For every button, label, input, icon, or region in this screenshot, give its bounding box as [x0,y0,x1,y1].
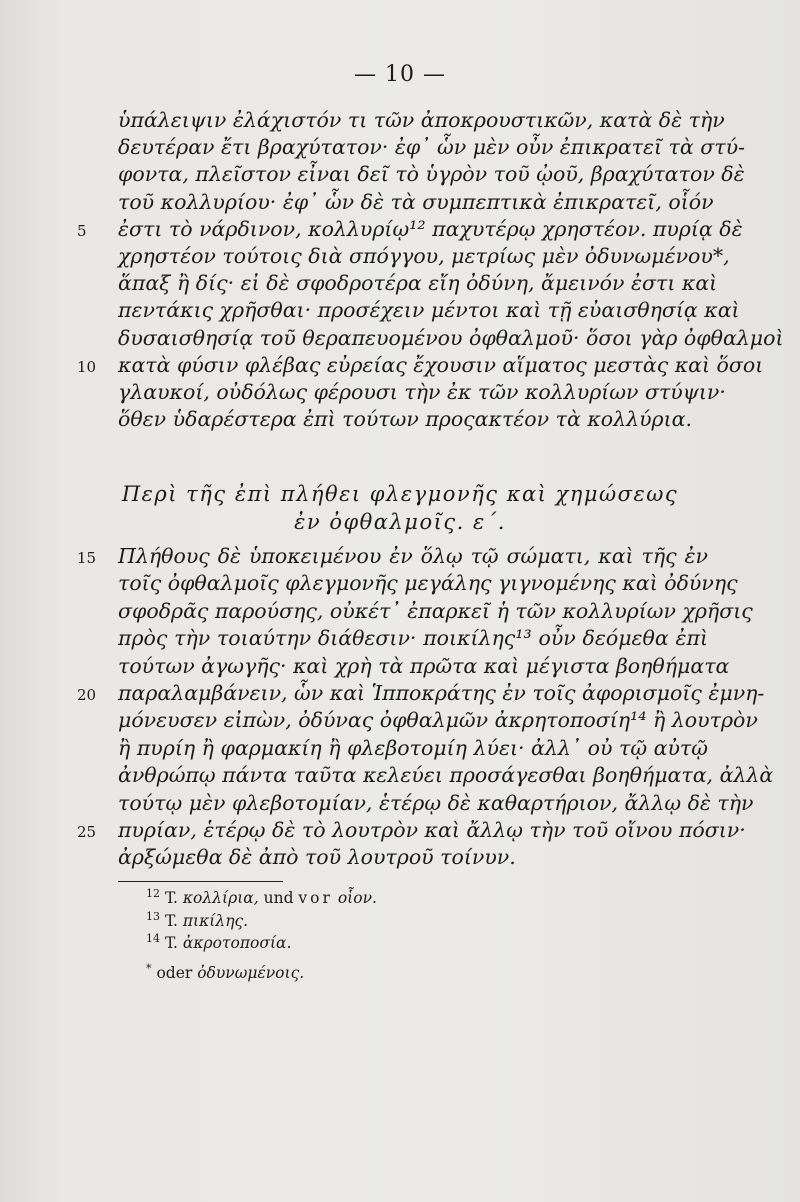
footnote [146,932,291,952]
text-line: τούτῳ μὲν φλεβοτομίαν, ἑτέρῳ δὲ καθαρτήριον, ἄλλῳ δὲ τὴν [118,790,754,815]
section-heading-line-1: Περὶ τῆς ἐπὶ πλήθει φλεγμονῆς καὶ χημώσεως [121,482,679,506]
footnote [146,910,248,930]
text-line: τούτων ἀγωγῆς· καὶ χρὴ τὰ πρῶτα καὶ μέγιστα βοηθήματα [118,653,730,678]
text-line: παραλαμβάνειν, ὧν καὶ Ἱπποκράτης ἐν τοῖς ἀφορισμοῖς ἐμνη- [118,681,765,705]
footnote-greek: πικίλης. [182,912,249,931]
footnote-greek: κολλίρια, [182,889,259,908]
text-line: ὑπάλειψιν ἐλάχιστόν τι τῶν ἀποκρουστικῶν, κατὰ δὲ τὴν [118,108,725,132]
footnote-prefix: T. [164,912,183,931]
footnote [146,887,377,907]
text-line: μόνευσεν εἰπὼν, ὀδύνας ὀφθαλμῶν ἀκρητοποσίη¹⁴ ἢ λουτρὸν [118,708,758,733]
text-line: ἅπαξ ἢ δίς· εἰ δὲ σφοδροτέρα εἴη ὀδύνη, ἄμεινόν ἐστι καὶ [118,271,718,296]
line-number: 25 [77,823,97,841]
line-number: 20 [77,686,97,704]
line-number: 5 [77,221,87,240]
footnote-mark: 12 [146,887,160,900]
footnote-prefix: T. [164,934,183,953]
text-line: δευτέραν ἔτι βραχύτατον· ἐφ᾿ ὧν μὲν οὖν ἐπικρατεῖ τὰ στύ- [118,135,745,160]
page-number: — 10 — [354,62,446,87]
text-line: ἐστι τὸ νάρδινον, κολλυρίῳ¹² παχυτέρῳ χρηστέον. πυρίᾳ δὲ [118,216,743,241]
line-number: 10 [77,357,97,376]
text-line: Πλήθους δὲ ὑποκειμένου ἐν ὅλῳ τῷ σώματι, καὶ τῆς ἐν [118,544,708,568]
text-line: τοῦ κολλυρίου· ἐφ᾿ ὧν δὲ τὰ συμπεπτικὰ ἐπικρατεῖ, οἷόν [118,189,714,214]
footnote [146,962,304,982]
text-line: κατὰ φύσιν φλέβας εὐρείας ἔχουσιν αἵματος μεστὰς καὶ ὅσοι [118,352,764,377]
footnote-prefix: oder [156,964,198,983]
footnote-mark: 13 [146,910,160,923]
footnote-mark: 14 [146,932,160,945]
footnote-mark: * [146,962,152,975]
text-line: πρὸς τὴν τοιαύτην διάθεσιν· ποικίλης¹³ οὖν δεόμεθα ἐπὶ [118,626,708,651]
text-line: πυρίαν, ἑτέρῳ δὲ τὸ λουτρὸν καὶ ἄλλῳ τὴν τοῦ οἴνου πόσιν· [118,818,746,842]
footnote-prefix: T. [164,889,183,908]
footnote-greek: ἀκροτοποσία. [182,934,292,953]
text-line: ἀρξώμεθα δὲ ἀπὸ τοῦ λουτροῦ τοίνυν. [118,845,516,870]
text-line: ὅθεν ὑδαρέστερα ἐπὶ τούτων προςακτέον τὰ κολλύρια. [118,407,692,432]
text-line: γλαυκοί, οὐδόλως φέρουσι τὴν ἐκ τῶν κολλυρίων στύψιν· [118,380,726,404]
text-line: σφοδρᾶς παρούσης, οὐκέτ᾿ ἐπαρκεῖ ἡ τῶν κολλυρίων χρῆσις [118,598,753,623]
text-line: φοντα, πλεῖστον εἶναι δεῖ τὸ ὑγρὸν τοῦ ᾠοῦ, βραχύτατον δὲ [118,162,745,187]
line-number: 15 [77,549,97,567]
text-line: ἢ πυρίη ἢ φαρμακίη ἢ φλεβοτομίη λύει· ἀλλ᾿ οὐ τῷ αὐτῷ [118,735,708,760]
footnote-spaced-text: vor [298,889,333,908]
footnote-text: und [258,889,299,908]
text-line: ἀνθρώπῳ πάντα ταῦτα κελεύει προσάγεσθαι βοηθήματα, ἀλλὰ [118,763,774,788]
text-line: δυσαισθησίᾳ τοῦ θεραπευομένου ὀφθαλμοῦ· ὅσοι γὰρ ὀφθαλμοὶ [118,325,784,350]
footnote-greek: ὀδυνωμένοις. [197,964,305,983]
text-line: πεντάκις χρῆσθαι· προσέχειν μέντοι καὶ τῇ εὐαισθησίᾳ καὶ [118,298,740,323]
footnote-rule [118,881,283,882]
footnote-greek-2: οἷον. [332,889,377,908]
text-line: τοῖς ὀφθαλμοῖς φλεγμονῆς μεγάλης γιγνομένης καὶ ὀδύνης [118,571,738,596]
section-heading-line-2: ἐν ὀφθαλμοῖς. ε΄. [294,510,506,534]
text-line: χρηστέον τούτοις διὰ σπόγγου, μετρίως μὲν ὀδυνωμένου*, [118,244,730,268]
